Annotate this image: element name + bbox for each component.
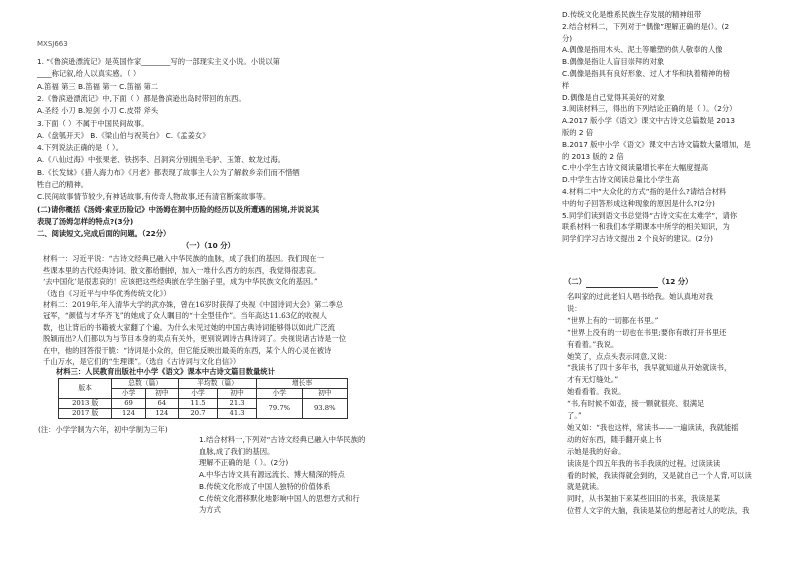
table-header: 平均数（篇） [178, 379, 256, 389]
question-line: B.2017 版中小学《语文》课文中古诗文篇数大量增加，是 [562, 139, 751, 149]
story-line: 同时，从书架抽下来某些旧旧的书来，我读是某 [567, 494, 721, 504]
question-line: A.笛福 第三 B.笛福 第一 C.笛福 第二 [37, 81, 159, 91]
table-cell: 93.8% [302, 399, 347, 419]
question-line: A.《八仙过海》中张果老、铁拐李、吕洞宾分别拥坐毛驴、玉箫、蚊龙过海。 [37, 155, 285, 165]
question-line: (二)请你概括《汤姆·索亚历险记》中汤姆在洞中历险的经历以及所遭遇的困境,并说说其 [37, 204, 320, 214]
story-line: 示她是我的好命。 [567, 446, 626, 456]
section-one-heading: （一）（10 分） [182, 241, 235, 250]
question-line: D.中学生古诗文阅读总量比小学生高 [562, 175, 680, 185]
story-line: 她看看着。我说。 [567, 387, 626, 397]
question-line: B.偶像是指让人盲目崇拜的对象 [562, 57, 665, 67]
table-cell: 64 [145, 399, 178, 409]
table-cell: 79.7% [257, 399, 302, 419]
material-line: 千山万水，是它们的“生理课”。（选自《古诗词与文化自信》） [43, 357, 241, 366]
question-line: B.《长发妹》《猎人海力布》《月老》都表现了故事主人公为了解救乡亲们而不惜牺 [37, 167, 300, 177]
table-cell: 20.7 [178, 409, 217, 419]
story-line: 看的时候，我读得就会到的，又是就自己一个人背,可以读 [567, 470, 752, 480]
table-subheader: 初中 [218, 389, 257, 399]
story-line: 动的好东西，随手翻开桌上书 [567, 434, 662, 444]
material-line: （选自《习近平与中华优秀传统文化》） [43, 288, 171, 298]
table-cell: 41.3 [218, 409, 257, 419]
question-line: 3.阅读材料三，得出的下列结论正确的是（ ）。（2分） [562, 104, 737, 114]
material-line: 材料一：习近平说：“古诗文经典已融入中华民族的血脉，成了我们的基因。我们现在一 [43, 254, 325, 263]
material-line: 数，也让背后的书籍被大家翻了个遍。为什么未见过她的中国古典诗词能够得以如此广泛流 [43, 322, 335, 332]
table-cell: 2013 版 [59, 399, 112, 409]
table-header: 增长率 [257, 379, 348, 389]
question-line: A.2017 版小学《语文》课文中古诗文总篇数是 2013 [562, 116, 736, 126]
story-line: “世界上有的一切都在书里。” [567, 315, 659, 325]
material-line: ‘去中国化’是很悲哀的！应该把这些经典嵌在学生脑子里，成为中华民族文化的基因。” [43, 277, 318, 287]
material-line: 脱颖而出?人们都以为与节目本身的卖点有关外，更别说调诗古典诗词了。央视说诸古诗是一位 [43, 334, 347, 344]
story-line: 就是就读。 [567, 482, 604, 492]
question-line: ____称记叙,给人以真实感。（ ） [37, 69, 141, 79]
story-line: 说： [567, 303, 582, 313]
question-line: 1.结合材料一,下列对“古诗文经典已融入中华民族的 [199, 435, 366, 444]
question-line: 4.下列说法正确的是（ ）。 [37, 143, 123, 153]
question-line: 4.材料二中“大众化的方式”指的是什么?请结合材料 [562, 187, 727, 196]
question-line: C.传统文化潜移默化地影响中国人的思想方式和行 [199, 493, 360, 503]
material-line: 些课本里的古代经典诗词、散文都给删掉，加入一堆什么西方的东西，我觉得很悲哀。 [43, 265, 321, 275]
question-line: 二、阅读短文,完成后面的问题。（22分） [37, 229, 171, 239]
question-line: C.民间故事情节较少,有神话故事,有传奇人物故事,还有清官断案故事等。 [37, 192, 271, 202]
question-line: 理解不正确的是（ ）。(2分) [199, 458, 289, 468]
table-cell: 124 [145, 409, 178, 419]
title-blank[interactable] [586, 277, 658, 288]
table-footnote: (注：小学学制为六年，初中学制为三年) [38, 425, 168, 434]
story-line: “世界上没有的一切也在书里;要你有敢打开书里还 [567, 327, 727, 337]
question-line: 为方式 [199, 505, 221, 515]
question-line: 中的句子回答形成这种现象的原因是什么?(2分) [562, 198, 715, 208]
question-line: 2.结合材料二，下列对于“偶像”理解正确的是(）。(2 [562, 21, 730, 31]
question-line: B.传统文化形成了中国人独特的价值体系 [199, 481, 331, 491]
question-line: A.《盘瓠开天》 B.《梁山伯与祝英台》 C.《孟姜女》 [37, 130, 210, 140]
question-line: 样 [562, 80, 570, 90]
question-line: A.中华古诗文具有源远流长、博大精深的特点 [199, 470, 345, 480]
document-code: MXSJ663 [37, 40, 68, 48]
material-line: 在中，他的回答很干脆：“诗词是小众的，但它能反映出最美的东西，某个人的心灵在被诗 [43, 345, 332, 355]
table-cell: 69 [112, 399, 145, 409]
section-two-heading [564, 277, 692, 288]
question-line: C.偶像是指具有良好形象、过人才华和执着精神的榜 [562, 69, 730, 78]
material-line: 冠军，“颜值与才华齐飞”的她成了众人瞩目的“十全型佳作”。当年高达11.63亿的收视人 [43, 311, 327, 321]
table-header: 总数（篇） [112, 379, 179, 389]
question-line: C.中小学生古诗文阅读量增长率在大幅度提高 [562, 163, 709, 173]
table-subheader: 初中 [302, 389, 347, 399]
question-line: A.圣经 小刀 B.短剑 小刀 C.皮帯 斧头 [37, 106, 159, 116]
question-line: 版的 2 倍 [562, 128, 594, 137]
story-line: 位哲人文字的大脑，我读是某位的想起者过人的吃法，我 [567, 506, 750, 516]
question-line: D.偶像是自己觉得其美好的对象 [562, 92, 665, 102]
table-cell: 2017 版 [59, 409, 112, 419]
right-column [404, 0, 794, 561]
table-header: 版本 [59, 379, 112, 399]
story-line: 她又如：“我也这样，常读书——一遍读读，我就能摇 [567, 422, 739, 432]
story-line: 名叫家的过此老妇人唱书给我。她认真地对我 [567, 292, 713, 301]
story-line: 才有无灯缝处。” [567, 375, 619, 385]
question-line: 分) [562, 33, 573, 43]
table-subheader: 小学 [112, 389, 145, 399]
table-subheader: 小学 [178, 389, 217, 399]
story-line: 读读是个四五年我的书手我读的过程。过读读读 [567, 458, 721, 468]
table-cell: 11.5 [178, 399, 217, 409]
table-subheader: 小学 [257, 389, 302, 399]
table-cell: 124 [112, 409, 145, 419]
question-line: A.偶像是指用木头、泥土等雕塑的供人敬奉的人像 [562, 45, 723, 55]
question-line: 1. “《鲁滨逊漂流记》是英国作家________写的一部现实主义小说。小说以第 [37, 57, 280, 66]
material-three-title: 材料三：人民教育出版社中小学《语文》课本中古诗文篇目数量统计 [56, 367, 275, 376]
material-line: 材料二：2019年,年入清华大学的武亦姝，曾在16岁时获得了央视《中国诗词大会》第二季总 [43, 300, 344, 309]
question-line: 联系材料一和我们本学期课本中所学的相关知识，为 [562, 222, 730, 232]
question-line: 3.下面（ ）不属于中国民间故事。 [37, 118, 149, 128]
question-line: 表现了汤姆怎样的特点?(3分) [37, 216, 134, 226]
question-line: 2.《鲁滨逊漂流记》中,下面（ ）都是鲁滨逊出岛时带回的东西。 [37, 93, 246, 103]
question-line: 的 2013 版的 2 倍 [562, 151, 624, 161]
question-line: 牲自己的精神。 [37, 180, 89, 189]
table-subheader: 初中 [145, 389, 178, 399]
table-cell: 21.3 [218, 399, 257, 409]
question-line: 同学们学习古诗文提出 2 个良好的建议。(2分) [562, 234, 713, 244]
story-line: 她笑了，点点头表示同意,又说： [567, 351, 672, 361]
section-two-prefix: （二） [564, 277, 586, 286]
story-line: “我读书了四十多年书，我早就知道从开始就读书， [567, 363, 732, 373]
story-line: “书,有时候不如壶，接一颗就很亮、很满足 [567, 399, 705, 409]
statistics-table [58, 378, 348, 419]
question-line: 血脉,成了我们的基因。 [199, 446, 275, 456]
story-line: 有看着。”我说。 [567, 339, 619, 349]
section-two-suffix: （12 分） [657, 277, 693, 286]
question-line: D.传统文化是维系民族生存发展的精神纽带 [562, 10, 702, 19]
story-line: 了。” [567, 411, 582, 420]
question-line: 5.同学们读到语文书总觉得“古诗文实在太难学”，请你 [562, 210, 738, 220]
